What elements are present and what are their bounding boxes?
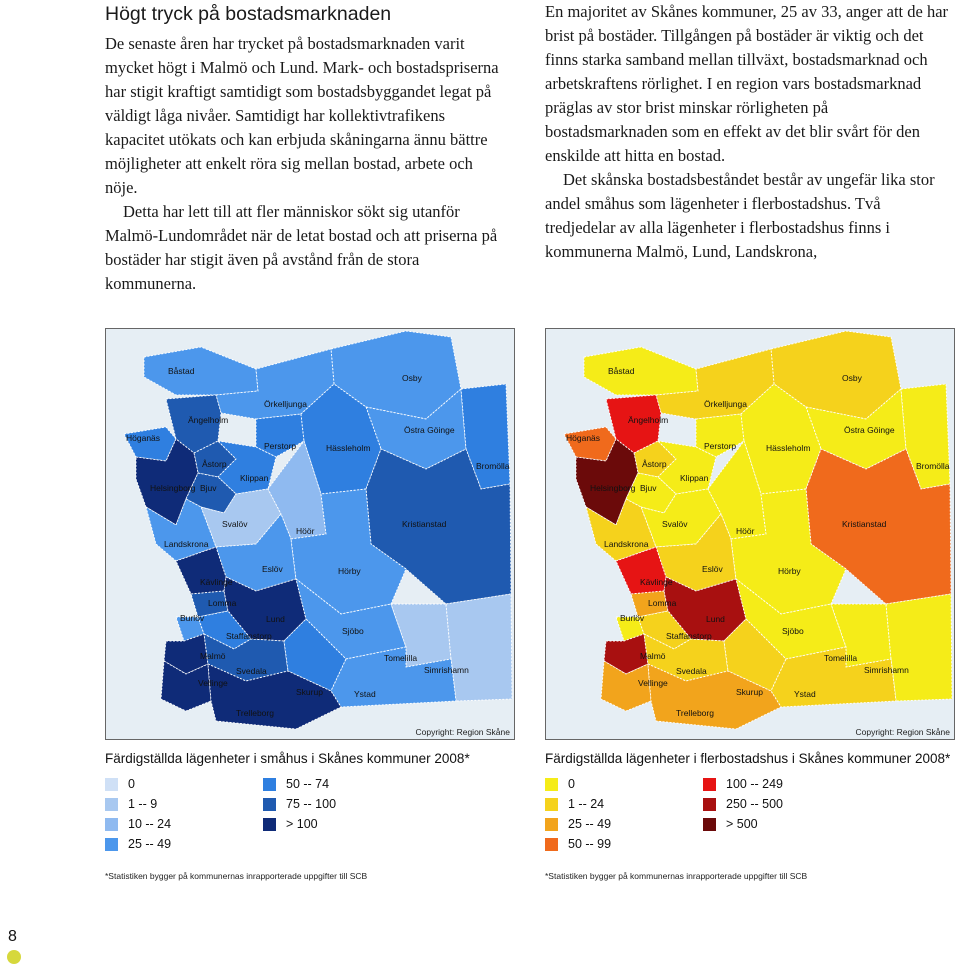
municipality-label: Osby bbox=[842, 373, 862, 383]
legend-item bbox=[105, 775, 135, 793]
municipality-label: Skurup bbox=[736, 687, 763, 697]
municipality-label: Kristianstad bbox=[842, 519, 887, 529]
right-column bbox=[545, 0, 955, 264]
municipality-label: Ystad bbox=[794, 689, 816, 699]
legend-item bbox=[545, 815, 611, 833]
municipality-label: Skurup bbox=[296, 687, 323, 697]
municipality-label: Båstad bbox=[168, 366, 195, 376]
legend-label: 75 -- 100 bbox=[286, 797, 337, 811]
municipality-label: Sjöbo bbox=[342, 626, 364, 636]
legend-swatch bbox=[105, 798, 118, 811]
legend-swatch bbox=[545, 798, 558, 811]
right-paragraph-1: En majoritet av Skånes kommuner, 25 av 33, anger att de har brist på bostäder. Tillgången på bostäder är viktig och det finns starka samband mellan tillväxt, bostadsmarknad och arbetskraftens rörlighet. I en region vars bostadsmarknad präglas av stor brist minskar rörligheten på bostadsmarknaden som en effekt av det blir svårt för den enskilde att hitta en bostad. bbox=[545, 2, 949, 165]
municipality-Simrishamn bbox=[886, 594, 952, 701]
legend-swatch bbox=[105, 838, 118, 851]
municipality-label: Kristianstad bbox=[402, 519, 447, 529]
legend-swatch bbox=[263, 798, 276, 811]
municipality-label: Östra Göinge bbox=[844, 425, 895, 435]
municipality-label: Vellinge bbox=[638, 678, 668, 688]
page-number: 8 bbox=[8, 928, 17, 945]
municipality-label: Höganäs bbox=[566, 433, 601, 443]
municipality-label: Örkelljunga bbox=[704, 399, 747, 409]
municipality-label: Bjuv bbox=[200, 483, 217, 493]
legend-swatch bbox=[105, 818, 118, 831]
legend-items bbox=[105, 775, 515, 859]
legend-smallhouses bbox=[105, 750, 515, 881]
legend-item bbox=[703, 795, 783, 813]
municipality-label: Kävlinge bbox=[200, 577, 233, 587]
legend-item bbox=[263, 775, 329, 793]
left-paragraph-1: De senaste åren har trycket på bostadsmarknaden varit mycket högt i Malmö och Lund. Mark- och bostadspriserna har stigit kraftigt samtidigt som bostadsbyggandet legat på väldigt låga nivåer. Samtidigt har kollektivtrafikens kapacitet utökats och kan erbjuda skåningarna ännu bättre möjligheter att enkelt röra sig mellan bostad, arbete och nöje. bbox=[105, 34, 499, 197]
legend-label: 100 -- 249 bbox=[726, 777, 783, 791]
legend-swatch bbox=[703, 778, 716, 791]
legend-swatch bbox=[105, 778, 118, 791]
map-apartments bbox=[545, 328, 955, 740]
page-marker-dot bbox=[7, 950, 21, 964]
municipality-label: Lund bbox=[266, 614, 285, 624]
municipality-label: Hässleholm bbox=[766, 443, 811, 453]
legend-label: 0 bbox=[568, 777, 575, 791]
legend-item bbox=[263, 815, 318, 833]
legend-item bbox=[263, 795, 336, 813]
municipality-label: Höör bbox=[736, 526, 755, 536]
municipality-label: Lomma bbox=[208, 598, 237, 608]
municipality-label: Klippan bbox=[680, 473, 709, 483]
municipality-label: Burlöv bbox=[180, 613, 205, 623]
municipality-label: Simrishamn bbox=[424, 665, 469, 675]
legend-item bbox=[545, 775, 575, 793]
municipality-label: Åstorp bbox=[642, 459, 667, 469]
legend-swatch bbox=[703, 798, 716, 811]
map-smallhouses bbox=[105, 328, 515, 740]
municipality-label: Landskrona bbox=[164, 539, 209, 549]
municipality-label: Malmö bbox=[200, 651, 226, 661]
legend-label: > 500 bbox=[726, 817, 758, 831]
legend-label: 1 -- 24 bbox=[568, 797, 605, 811]
municipality-Simrishamn bbox=[446, 594, 512, 701]
legend-item bbox=[105, 815, 171, 833]
legend-items bbox=[545, 775, 955, 859]
municipality-label: Bjuv bbox=[640, 483, 657, 493]
legend-swatch bbox=[545, 838, 558, 851]
legend-item bbox=[545, 835, 611, 853]
municipality-label: Svedala bbox=[676, 666, 707, 676]
municipality-label: Svalöv bbox=[222, 519, 248, 529]
municipality-label: Landskrona bbox=[604, 539, 649, 549]
municipality-label: Trelleborg bbox=[236, 708, 274, 718]
municipality-label: Ängelholm bbox=[188, 415, 229, 425]
municipality-label: Svedala bbox=[236, 666, 267, 676]
municipality-label: Helsingborg bbox=[590, 483, 636, 493]
legend-note: *Statistiken bygger på kommunernas inrapporterade uppgifter till SCB bbox=[545, 871, 808, 881]
municipality-label: Helsingborg bbox=[150, 483, 196, 493]
municipality-label: Kävlinge bbox=[640, 577, 673, 587]
legend-swatch bbox=[703, 818, 716, 831]
municipality-label: Östra Göinge bbox=[404, 425, 455, 435]
legend-item bbox=[703, 775, 783, 793]
legend-swatch bbox=[545, 818, 558, 831]
map-copyright: Copyright: Region Skåne bbox=[855, 727, 950, 737]
municipality-label: Bromölla bbox=[916, 461, 950, 471]
left-column bbox=[105, 0, 505, 296]
legend-title: Färdigställda lägenheter i småhus i Skånes kommuner 2008* bbox=[105, 751, 470, 766]
legend-label: 25 -- 49 bbox=[128, 837, 172, 851]
municipality-label: Trelleborg bbox=[676, 708, 714, 718]
municipality-label: Svalöv bbox=[662, 519, 688, 529]
municipality-label: Osby bbox=[402, 373, 422, 383]
right-paragraph-2: Det skånska bostadsbeståndet består av ungefär lika stor andel småhus som lägenheter i flerbostadshus. Två tredjedelar av alla lägenheter i flerbostadshus finns i kommunerna Malmö, Lund, Landskrona, bbox=[545, 170, 935, 261]
legend-label: > 100 bbox=[286, 817, 318, 831]
legend-label: 10 -- 24 bbox=[128, 817, 172, 831]
left-paragraph-2: Detta har lett till att fler människor sökt sig utanför Malmö-Lundområdet när de letat bostad och att priserna på bostäder har stigit även på avstånd från de stora kommunerna. bbox=[105, 202, 498, 293]
municipality-label: Höganäs bbox=[126, 433, 161, 443]
legend-label: 50 -- 99 bbox=[568, 837, 612, 851]
municipality-label: Ängelholm bbox=[628, 415, 669, 425]
municipality-label: Perstorp bbox=[264, 441, 297, 451]
municipality-label: Båstad bbox=[608, 366, 635, 376]
legend-swatch bbox=[545, 778, 558, 791]
municipality-label: Tomelilla bbox=[824, 653, 858, 663]
map-apartments-svg bbox=[546, 329, 954, 739]
legend-item bbox=[105, 835, 171, 853]
municipality-label: Hörby bbox=[778, 566, 801, 576]
legend-label: 25 -- 49 bbox=[568, 817, 612, 831]
municipality-label: Perstorp bbox=[704, 441, 737, 451]
legend-label: 50 -- 74 bbox=[286, 777, 330, 791]
municipality-label: Sjöbo bbox=[782, 626, 804, 636]
municipality-label: Burlöv bbox=[620, 613, 645, 623]
municipality-label: Åstorp bbox=[202, 459, 227, 469]
legend-swatch bbox=[263, 778, 276, 791]
map-smallhouses-svg bbox=[106, 329, 514, 739]
legend-label: 250 -- 500 bbox=[726, 797, 783, 811]
municipality-label: Staffanstorp bbox=[666, 631, 712, 641]
section-heading: Högt tryck på bostadsmarknaden bbox=[105, 3, 392, 25]
legend-item bbox=[703, 815, 758, 833]
legend-item bbox=[105, 795, 157, 813]
municipality-label: Örkelljunga bbox=[264, 399, 307, 409]
legend-label: 1 -- 9 bbox=[128, 797, 158, 811]
municipality-label: Tomelilla bbox=[384, 653, 418, 663]
legend-note: *Statistiken bygger på kommunernas inrapporterade uppgifter till SCB bbox=[105, 871, 368, 881]
municipality-label: Klippan bbox=[240, 473, 269, 483]
legend-apartments bbox=[545, 750, 955, 881]
municipality-label: Bromölla bbox=[476, 461, 510, 471]
municipality-label: Malmö bbox=[640, 651, 666, 661]
municipality-label: Lomma bbox=[648, 598, 677, 608]
legend-title: Färdigställda lägenheter i flerbostadshus i Skånes kommuner 2008* bbox=[545, 751, 951, 766]
municipality-label: Staffanstorp bbox=[226, 631, 272, 641]
municipality-label: Hörby bbox=[338, 566, 361, 576]
municipality-label: Simrishamn bbox=[864, 665, 909, 675]
municipality-label: Höör bbox=[296, 526, 315, 536]
municipality-label: Ystad bbox=[354, 689, 376, 699]
municipality-label: Eslöv bbox=[702, 564, 723, 574]
legend-item bbox=[545, 795, 604, 813]
municipality-label: Eslöv bbox=[262, 564, 283, 574]
map-copyright: Copyright: Region Skåne bbox=[415, 727, 510, 737]
legend-label: 0 bbox=[128, 777, 135, 791]
municipality-label: Vellinge bbox=[198, 678, 228, 688]
municipality-label: Lund bbox=[706, 614, 725, 624]
legend-swatch bbox=[263, 818, 276, 831]
municipality-label: Hässleholm bbox=[326, 443, 371, 453]
